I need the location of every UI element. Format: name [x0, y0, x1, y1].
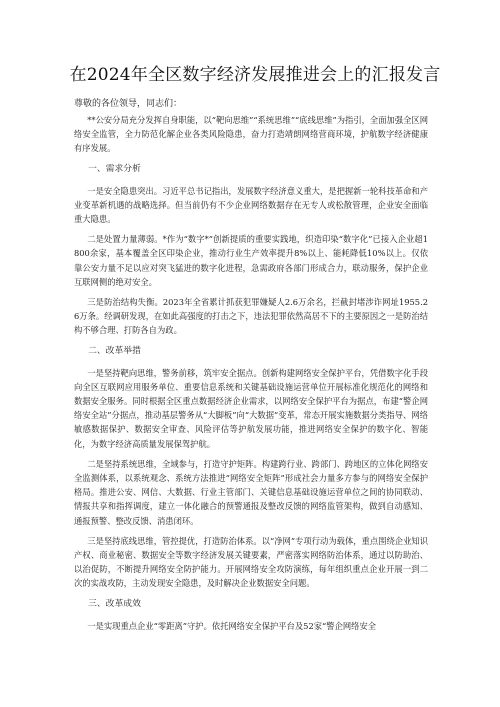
section-heading: 二、改革举措 [88, 345, 141, 356]
greeting: 尊敬的各位领导，同志们： [74, 99, 183, 109]
intro-paragraph: **公安分局充分发挥自身职能，以“靶向思维”“系统思维”“底线思维”为指引，全面加强全区网络安全监管，全力防范化解企业各类风险隐患，奋力打造靖朗网络营商环境，护航数字经济健康有序发展。 [74, 115, 428, 154]
document-title: 在2024年全区数字经济发展推进会上的汇报发言 [69, 65, 441, 85]
paragraph: 三是防治结构失衡。2023年全省累计抓获犯罪嫌疑人2.6万余名，拦截封堵涉诈网址1955.26万条。经调研发现，在如此高强度的打击之下，违法犯罪依然高居不下的主要原因之一是防治结构不够合理、打防各自为政。 [74, 297, 428, 336]
document-body [74, 96, 428, 639]
paragraph: 二是坚持系统思维，全域参与，打造守护矩阵。构建跨行业、跨部门、跨地区的立体化网络安全监测体系，以系统观念、系统方法推进“网络安全矩阵”形成社会力量多方参与的网络安全保护格局。推进公安、网信、大数据、行业主管部门、关键信息基础设施运营单位之间的协同联动、情报共享和指挥调度，建立一体化融合的预警通报及整改反馈的网络监管架构，做到自动感知、通报预警、整改反馈、消患闭环。 [74, 458, 428, 526]
section-heading: 三、改革成效 [88, 598, 141, 609]
paragraph: 一是坚持靶向思维，警务前移，筑牢安全据点。创新构建网络安全保护平台，凭借数字化手段向全区互联网应用服务单位、重要信息系统和关键基础设施运营单位开展标准化规范化的网络和数据安全服务。同时根据全区重点数据经济企业需求，以网络安全保护平台为据点，布建“警企网络安全站”分据点，推动基层警务从“大脚板”向“大数据”变革，常态开展实施数据分类指导、网络敏感数据保护、数据安全审查、风险评估等护航发展功能，推进网络安全保护的数字化、智能化，为数字经济高质量发展保驾护航。 [74, 367, 428, 449]
paragraph: 一是实现重点企业“零距离”守护。依托网络安全保护平台及52家“警企网络安全 [87, 620, 377, 631]
section-heading: 一、需求分析 [88, 163, 141, 174]
paragraph: 三是坚持底线思维，管控提优，打造防治体系。以“净网”专项行动为载体，重点围绕企业知识产权、商业秘密、数据安全等数字经济发展关键要素，严密落实网络防治体系，通过以防助治、以治促防，不断提升网络安全防护能力。开展网络安全攻防演练，每年组织重点企业开展一到二次的实战攻防，主动发现安全隐患，及时解决企业数据安全问题。 [74, 535, 428, 589]
paragraph: 一是安全隐患突出。习近平总书记指出，发展数字经济意义重大，是把握新一轮科技革命和产业变革新机遇的战略选择。但当前仍有不少企业网络数据存在无专人或松散管理，企业安全面临重大隐患。 [74, 185, 428, 225]
paragraph: 二是处置力量薄弱。*作为“数字*”创新提质的重要实践地，织造印染“数字化”已接入企业超1800余家，基本覆盖全区印染企业，推动行业生产效率提升8%以上、能耗降低10%以上。仅依靠公安力量不足以应对突飞猛进的数字化进程，急需政府各部门形成合力，联动服务，保护企业互联网侧的绝对安全。 [74, 234, 428, 287]
